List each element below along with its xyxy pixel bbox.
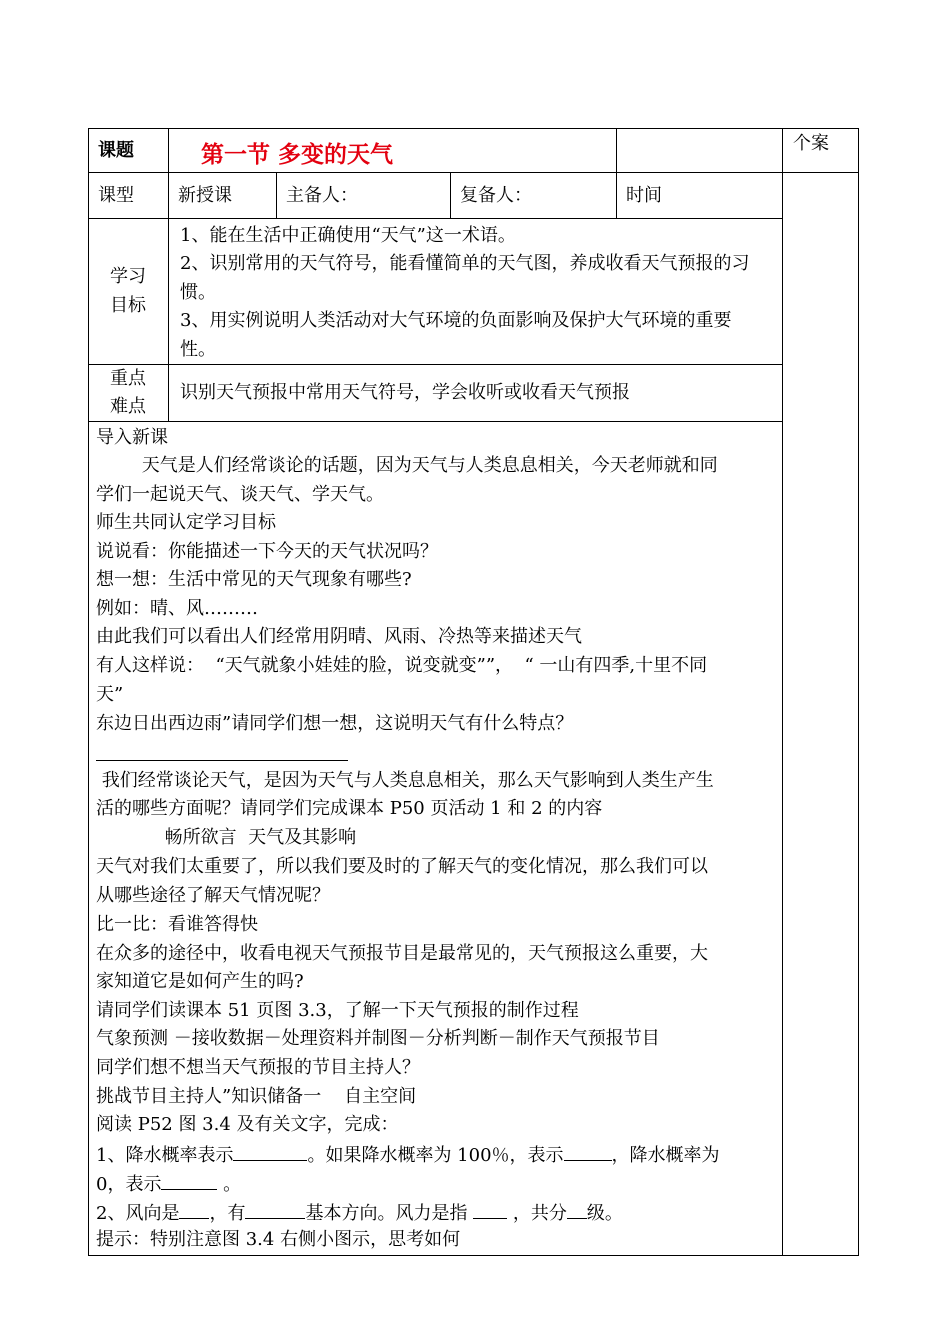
answer-blank[interactable]	[473, 1200, 507, 1219]
body-line: 同学们想不想当天气预报的节目主持人？	[96, 1057, 420, 1078]
fill-text: 。如果降水概率为 100％，表示	[307, 1145, 564, 1166]
body-line: 东边日出西边雨”请同学们想一想，这说明天气有什么特点？	[96, 713, 574, 734]
lesson-type-value: 新授课	[178, 185, 232, 206]
body-line: 天”	[96, 684, 124, 705]
body-line: 阅读 P52 图 3.4 及有关文字，完成：	[96, 1114, 399, 1135]
border-row2	[88, 218, 782, 219]
body-line: 比一比：看谁答得快	[96, 914, 258, 935]
body-line: 导入新课	[96, 427, 168, 448]
border-col5	[782, 128, 783, 1256]
fill-text: ，共分	[507, 1203, 567, 1224]
answer-blank[interactable]	[567, 1200, 587, 1219]
body-line: 请同学们读课本 51 页图 3.3，了解一下天气预报的制作过程	[96, 1000, 579, 1021]
fill-in-precipitation	[96, 1142, 720, 1168]
objective-line: 2、识别常用的天气符号，能看懂简单的天气图，养成收看天气预报的习	[180, 253, 750, 274]
lesson-type-label: 课型	[98, 185, 134, 206]
objective-line: 惯。	[180, 282, 216, 303]
border-top	[88, 128, 858, 129]
body-line: 天气是人们经常谈论的话题，因为天气与人类息息相关，今天老师就和同	[96, 455, 718, 476]
border-col3	[450, 172, 451, 219]
keypoints-label-1: 重点	[110, 368, 146, 389]
body-line: 在众多的途径中，收看电视天气预报节目是最常见的，天气预报这么重要，大	[96, 943, 708, 964]
border-left	[88, 128, 89, 1256]
body-line: 我们经常谈论天气，是因为天气与人类息息相关，那么天气影响到人类生产生	[96, 770, 714, 791]
body-line: 天气对我们太重要了，所以我们要及时的了解天气的变化情况，那么我们可以	[96, 856, 708, 877]
fill-in-wind	[96, 1200, 623, 1226]
main-preparer-label: 主备人：	[286, 185, 358, 206]
objective-line: 性。	[180, 339, 216, 360]
body-line: 挑战节目主持人”知识储备一 自主空间	[96, 1086, 417, 1107]
answer-blank[interactable]	[179, 1200, 209, 1219]
body-line: 说说看：你能描述一下今天的天气状况吗？	[96, 541, 438, 562]
fill-text: 基本方向。风力是指	[305, 1203, 474, 1224]
border-col1	[168, 128, 169, 422]
objective-line: 1、能在生活中正确使用“天气”这一术语。	[180, 225, 516, 246]
fill-text: ，有	[209, 1203, 246, 1224]
border-bottom	[88, 1255, 858, 1256]
body-line: 师生共同认定学习目标	[96, 512, 276, 533]
fill-text: 0，表示	[96, 1174, 162, 1195]
answer-blank-line[interactable]	[96, 760, 348, 761]
body-line: 活的哪些方面呢？请同学们完成课本 P50 页活动 1 和 2 的内容	[96, 798, 603, 819]
body-line: 想一想：生活中常见的天气现象有哪些?	[96, 569, 412, 590]
answer-blank[interactable]	[245, 1200, 305, 1219]
border-col2	[276, 172, 277, 219]
lesson-title: 第一节 多变的天气	[201, 142, 394, 168]
body-line: 畅所欲言 天气及其影响	[96, 827, 357, 848]
keypoints-text: 识别天气预报中常用天气符号，学会收听或收看天气预报	[180, 382, 630, 403]
fill-text: ，降水概率为	[611, 1145, 720, 1166]
fill-text: 1、降水概率表示	[96, 1145, 234, 1166]
border-row3	[88, 364, 782, 365]
border-row4	[88, 421, 782, 422]
body-line: 从哪些途径了解天气情况呢？	[96, 885, 330, 906]
topic-label: 课题	[98, 140, 134, 161]
objective-line: 3、用实例说明人类活动对大气环境的负面影响及保护大气环境的重要	[180, 310, 732, 331]
body-line: 由此我们可以看出人们经常用阴晴、风雨、冷热等来描述天气	[96, 626, 582, 647]
fill-in-zero	[96, 1171, 241, 1197]
border-row1-side	[782, 172, 858, 173]
border-right	[858, 128, 859, 1256]
answer-blank[interactable]	[161, 1171, 217, 1190]
border-col4	[616, 128, 617, 219]
objectives-label-2: 目标	[110, 295, 146, 316]
answer-blank[interactable]	[233, 1142, 307, 1161]
co-preparer-label: 复备人：	[460, 185, 532, 206]
body-line: 家知道它是如何产生的吗?	[96, 971, 304, 992]
body-line: 学们一起说天气、谈天气、学天气。	[96, 484, 384, 505]
body-line: 有人这样说： “天气就象小娃娃的脸，说变就变””， “ 一山有四季,十里不同	[96, 655, 708, 676]
fill-text: 2、风向是	[96, 1203, 180, 1224]
objectives-label-1: 学习	[110, 266, 146, 287]
body-line: 气象预测 －接收数据－处理资料并制图－分析判断－制作天气预报节目	[96, 1028, 660, 1049]
keypoints-label-2: 难点	[110, 396, 146, 417]
body-line: 提示：特别注意图 3.4 右侧小图示，思考如何	[96, 1229, 461, 1250]
fill-text: 。	[217, 1174, 242, 1195]
side-label: 个案	[793, 133, 829, 154]
border-row1	[88, 172, 782, 173]
time-label: 时间	[626, 185, 662, 206]
answer-blank[interactable]	[564, 1142, 612, 1161]
body-line: 例如：晴、风………	[96, 598, 258, 619]
fill-text: 级。	[586, 1203, 623, 1224]
